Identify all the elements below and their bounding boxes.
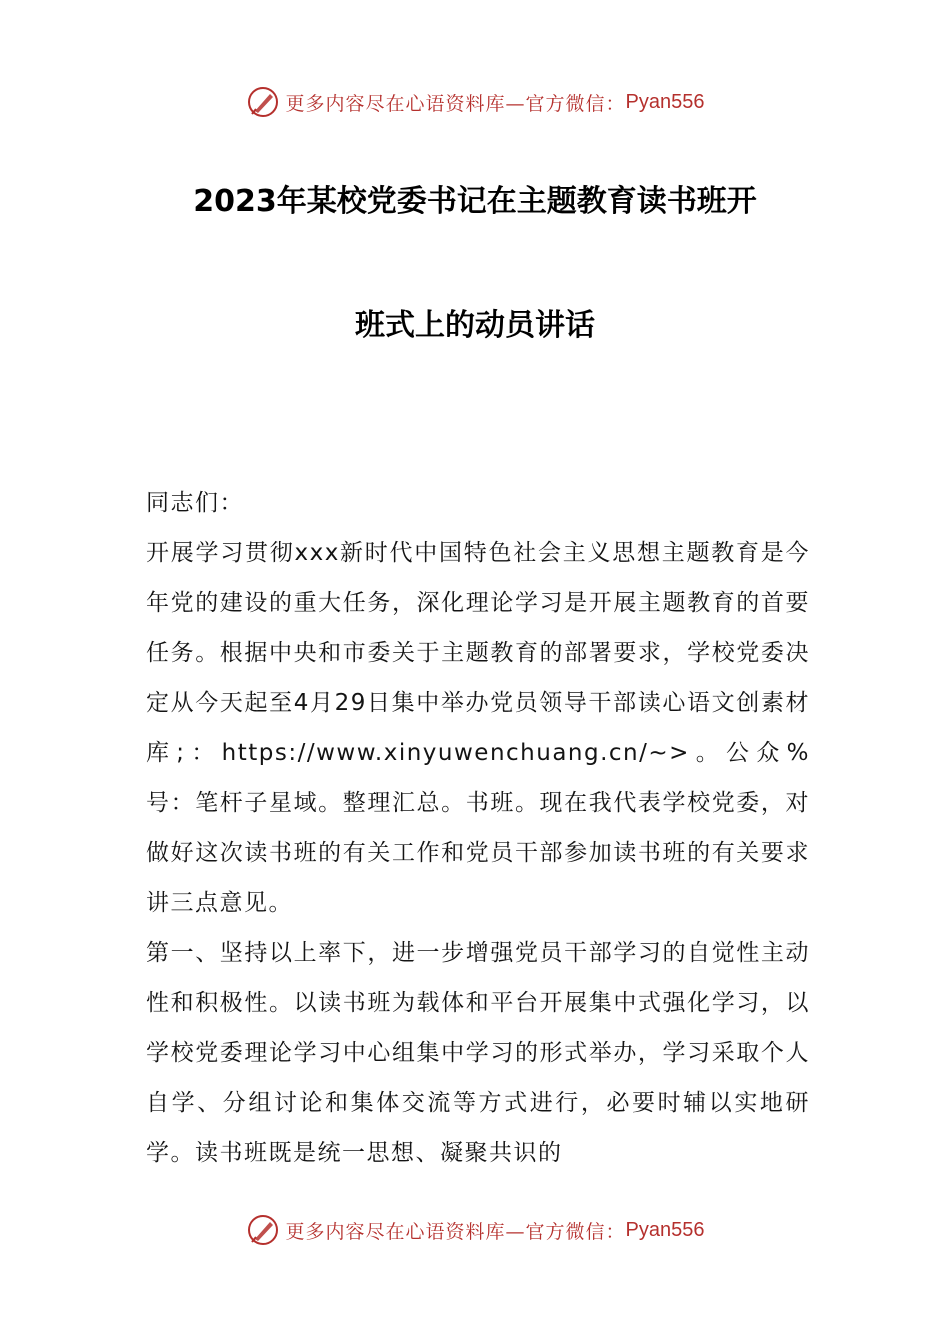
header-wechat-id: Pyan556 (625, 90, 705, 113)
document-title-line2: 班式上的动员讲话 (355, 308, 595, 343)
salutation: 同志们： (146, 490, 244, 516)
header-banner-text: 更多内容尽在心语资料库—官方微信： (285, 92, 626, 115)
document-title-line1: 2023年某校党委书记在主题教育读书班开 (193, 184, 757, 219)
paragraph-2: 第一、坚持以上率下，进一步增强党员干部学习的自觉性主动性和积极性。以读书班为载体和平台开展集中式强化学习，以学校党委理论学习中心组集中学习的形式举办，学习采取个人自学、分组讨论和集体交流等方式进行，必要时辅以实地研学。读书班既是统一思想、凝聚共识的 (146, 940, 810, 1166)
footer-wechat-id: Pyan556 (625, 1218, 705, 1241)
document-body (146, 478, 810, 1178)
footer-banner-text: 更多内容尽在心语资料库—官方微信： (285, 1220, 626, 1243)
header-banner (0, 78, 950, 126)
quill-logo-icon (246, 85, 280, 119)
footer-banner (0, 1206, 950, 1254)
paragraph-1: 开展学习贯彻xxx新时代中国特色社会主义思想主题教育是今年党的建设的重大任务，深化理论学习是开展主题教育的首要任务。根据中央和市委关于主题教育的部署要求，学校党委决定从今天起至4月29日集中举办党员领导干部读心语文创素材库;：https://www.xinyuwenchuang.cn/~>。公众%号：笔杆子星域。整理汇总。书班。现在我代表学校党委，对做好这次读书班的有关工作和党员干部参加读书班的有关要求讲三点意见。 (146, 540, 810, 916)
quill-logo-icon (246, 1213, 280, 1247)
